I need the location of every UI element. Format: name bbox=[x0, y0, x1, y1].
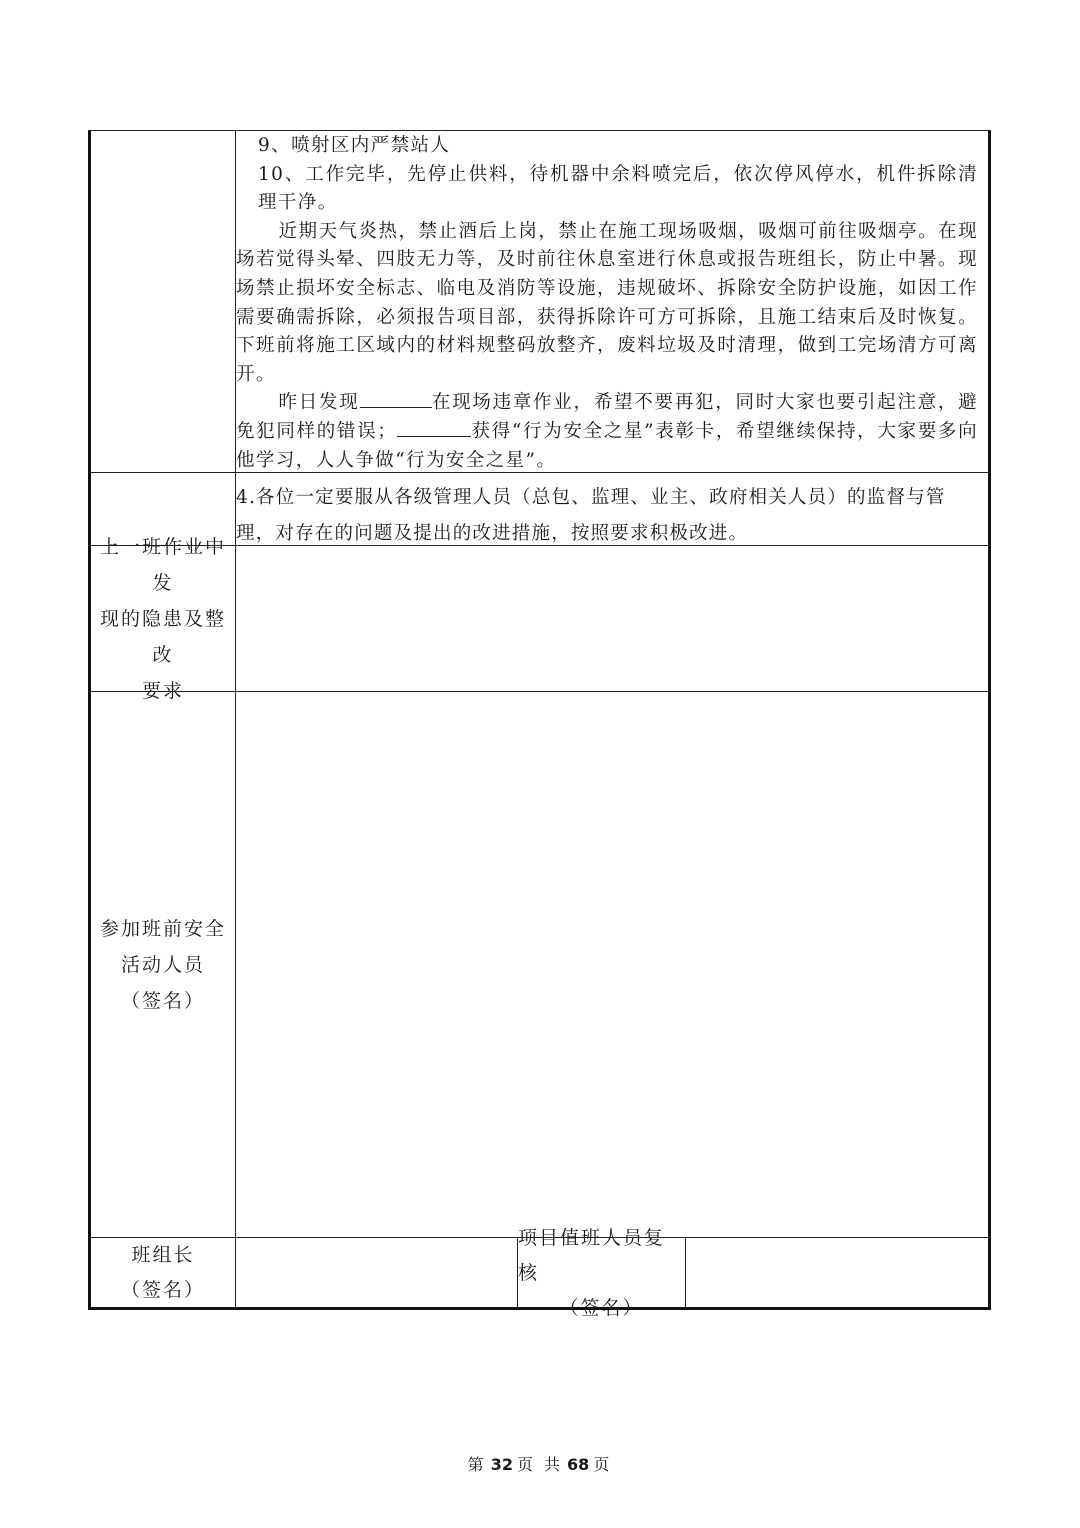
content-line-9: 9、喷射区内严禁站人 bbox=[258, 135, 451, 156]
continued-content-row bbox=[91, 130, 988, 472]
table-top-border bbox=[88, 130, 991, 131]
content-line-10: 10、工作完毕，先停止供料，待机器中余料喷完后，依次停风停水，机件拆除清理干净。 bbox=[258, 163, 978, 214]
signature-row bbox=[91, 1226, 988, 1319]
hazards-row bbox=[91, 536, 988, 702]
column-divider bbox=[685, 1238, 686, 1308]
column-divider bbox=[235, 546, 236, 692]
content-paragraph-weather: 近期天气炎热，禁止酒后上岗，禁止在施工现场吸烟，吸烟可前往吸烟亭。在现场若觉得头晕、四肢无力等，及时前往休息室进行休息或报告班组长，防止中暑。现场禁止损坏安全标志、临电及消防等设施，违规破坏、拆除安全防护设施，如因工作需要确需拆除，必须报告项目部，获得拆除许可方可拆除，且施工结束后及时恢复。下班前将施工区域内的材料规整码放整齐，废料垃圾及时清理，做到工完场清方可离开。 bbox=[236, 220, 978, 385]
name-blank[interactable] bbox=[360, 389, 432, 408]
hazards-label: 上一班作业中发 现的隐患及整改 要求 bbox=[99, 536, 226, 702]
participants-label: 参加班前安全 活动人员 （签名） bbox=[99, 918, 226, 1012]
team-leader-label: 班组长 （签名） bbox=[120, 1244, 205, 1301]
content-paragraph-violation: 昨日发现 在现场违章作业，希望不要再犯，同时大家也要引起注意，避免犯同样的错误； 获得“行为安全之星”表彰卡，希望继续保持，大家要多向他学习，人人争做“行为安全之星”。 bbox=[236, 389, 978, 475]
column-divider bbox=[235, 1238, 236, 1308]
participants-row bbox=[91, 691, 988, 1238]
duty-review-label: 项目值班人员复核 （签名） bbox=[518, 1226, 666, 1319]
item-4-text: 4.各位一定要服从各级管理人员（总包、监理、业主、政府相关人员）的监督与管理，对存在的问题及提出的改进措施，按照要求积极改进。 bbox=[236, 487, 946, 544]
column-divider bbox=[235, 692, 236, 1238]
name-blank[interactable] bbox=[397, 418, 471, 437]
safety-briefing-table bbox=[88, 130, 991, 1319]
page-footer: 第 32 页 共 68 页 bbox=[467, 1455, 613, 1474]
continued-content bbox=[236, 132, 978, 475]
